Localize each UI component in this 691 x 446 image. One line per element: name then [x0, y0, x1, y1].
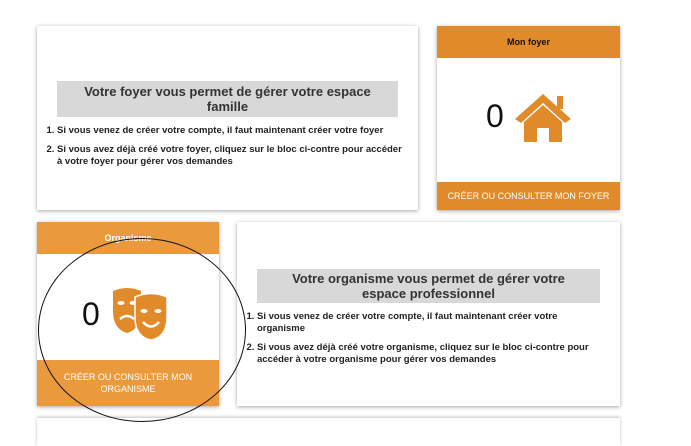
foyer-steps-list	[39, 125, 402, 168]
organisme-info-card	[237, 222, 620, 406]
foyer-tile-action[interactable]: CRÉER OU CONSULTER MON FOYER	[447, 191, 610, 201]
organisme-info-title: Votre organisme vous permet de gérer votre espace professionnel	[257, 269, 600, 303]
house-icon	[513, 92, 573, 149]
organisme-tile-action[interactable]: CRÉER OU CONSULTER MON ORGANISME	[63, 372, 193, 394]
foyer-tile-body	[437, 58, 620, 182]
organisme-tile-header: Organisme	[104, 233, 152, 243]
organisme-tile-body	[37, 254, 219, 360]
organisme-steps-list	[239, 311, 596, 366]
organisme-step-1: 1. Si vous venez de créer votre compte, il faut maintenant créer votre organisme	[257, 311, 596, 335]
organisme-count: 0	[82, 296, 100, 332]
next-card-partial	[37, 418, 620, 446]
foyer-step-1: 1. Si vous venez de créer votre compte, il faut maintenant créer votre foyer	[57, 125, 402, 137]
foyer-step-2: 2. Si vous avez déjà créé votre foyer, cliquez sur le bloc ci-contre pour accéder à votre foyer pour gérer vos demandes	[57, 144, 402, 168]
foyer-tile-header: Mon foyer	[506, 37, 550, 47]
theater-masks-icon	[109, 285, 173, 346]
foyer-info-card	[37, 26, 418, 210]
organisme-tile[interactable]	[37, 222, 219, 406]
foyer-count: 0	[486, 98, 504, 134]
foyer-info-title: Votre foyer vous permet de gérer votre espace famille	[57, 81, 398, 117]
organisme-step-2: 2. Si vous avez déjà créé votre organisme, cliquez sur le bloc ci-contre pour accéder à votre organisme pour gérer vos demandes	[257, 342, 596, 366]
foyer-tile[interactable]	[437, 26, 620, 210]
